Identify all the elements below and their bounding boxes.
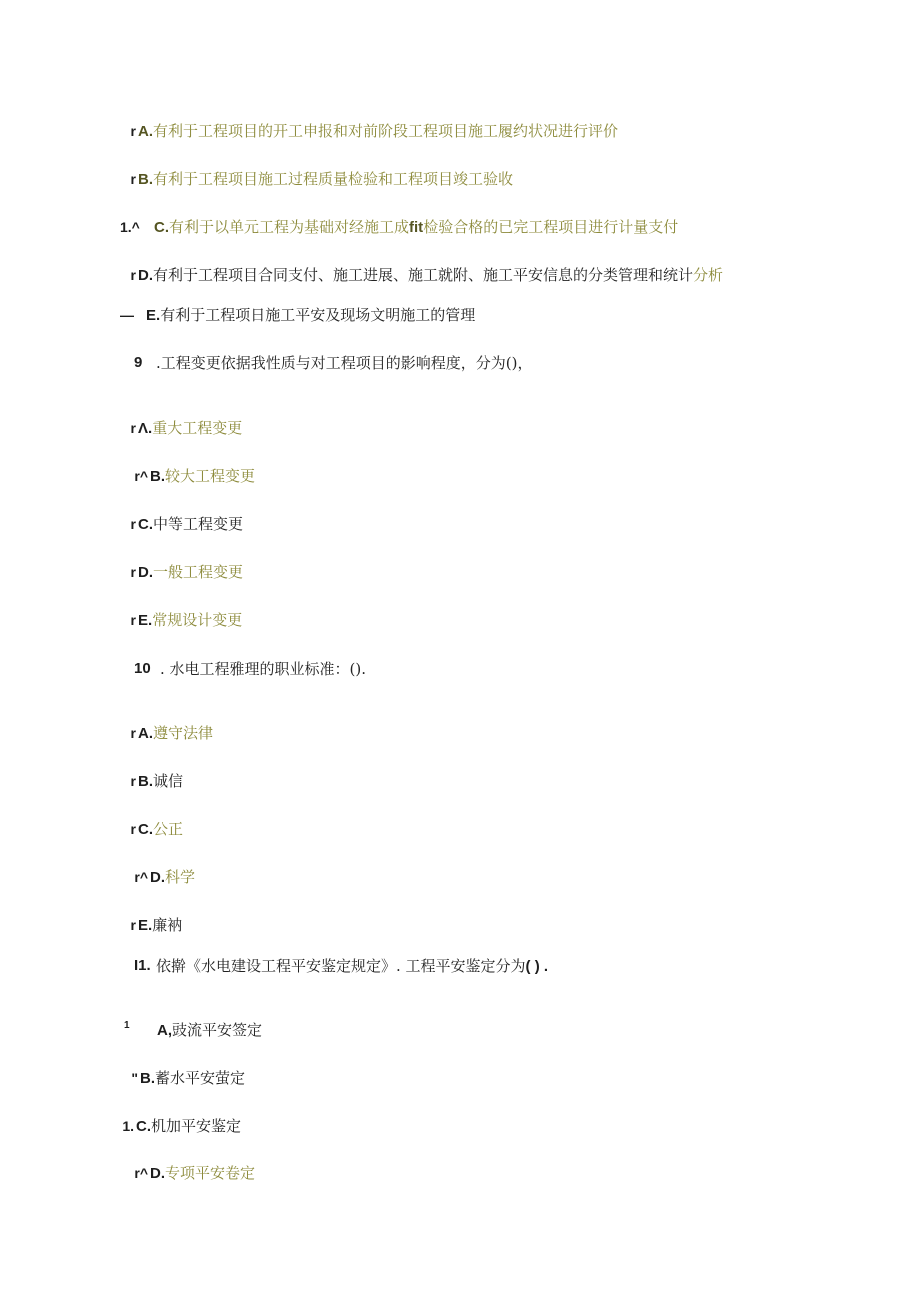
option-marker: r^ bbox=[134, 1165, 148, 1181]
option-text: 重大工程变更 bbox=[152, 419, 243, 437]
option-marker: r^ bbox=[134, 869, 148, 885]
option-text: 检验合格的已完工程项目进行计量支付 bbox=[423, 218, 679, 236]
option-text: 诚信 bbox=[153, 772, 184, 790]
option-letter: B. bbox=[138, 773, 153, 790]
option-text: 一般工程变更 bbox=[153, 563, 244, 581]
question-number: 10 bbox=[134, 660, 151, 677]
option-text-tail: 分析 bbox=[693, 266, 724, 284]
option-text: 专项平安卷定 bbox=[165, 1164, 256, 1182]
option-text: 公正 bbox=[153, 820, 184, 838]
option-text: 豉流平安签定 bbox=[172, 1021, 263, 1039]
option-letter: C. bbox=[154, 219, 169, 236]
option-marker: r bbox=[130, 612, 136, 628]
question-number: 9 bbox=[134, 354, 143, 371]
option-text: 有利于工程项日施工平安及现场文明施工的管理 bbox=[160, 306, 476, 324]
option-letter: C. bbox=[138, 516, 153, 533]
question-number: I1. bbox=[134, 957, 151, 974]
option-letter: D. bbox=[138, 267, 153, 284]
option-marker: r bbox=[130, 725, 136, 741]
option-letter: A. bbox=[138, 725, 153, 742]
option-text: 科学 bbox=[165, 868, 196, 886]
option-text: 遵守法律 bbox=[153, 724, 214, 742]
question-text: .工程变更依据我性质与对工程项目的影响程度，分为()， bbox=[156, 354, 533, 372]
option-marker: 1 bbox=[124, 1020, 130, 1031]
option-letter: D. bbox=[138, 564, 153, 581]
option-letter: E. bbox=[138, 917, 153, 934]
option-letter: D. bbox=[150, 1165, 165, 1182]
option-text: 较大工程变更 bbox=[165, 467, 256, 485]
option-text: 有利于工程项目施工过程质量检验和工程项目竣工验收 bbox=[153, 170, 514, 188]
option-marker: 1.^ bbox=[120, 219, 140, 235]
option-letter: B. bbox=[140, 1070, 155, 1087]
option-letter: B. bbox=[150, 468, 165, 485]
option-letter: A. bbox=[138, 123, 153, 140]
option-marker: r bbox=[130, 516, 136, 532]
option-text: 有利于以单元工程为基础对经施工成 bbox=[169, 218, 410, 236]
option-text: 有利于工程项目的开工申报和对前阶段工程项目施工履约状况进行评价 bbox=[153, 122, 619, 140]
option-marker: r bbox=[130, 267, 136, 283]
option-text: 机加平安鉴定 bbox=[151, 1117, 242, 1135]
option-marker: r bbox=[130, 917, 136, 933]
option-letter: C. bbox=[138, 821, 153, 838]
option-marker: r bbox=[130, 420, 136, 436]
question-text: . 水电工程雅理的职业标准：(). bbox=[160, 660, 367, 678]
option-text-bold: fit bbox=[409, 219, 424, 236]
option-marker: r bbox=[130, 773, 136, 789]
option-text: 廉衲 bbox=[152, 916, 183, 934]
option-letter: Λ. bbox=[138, 420, 153, 437]
question-text: 依擀《水电建设工程平安鉴定规定》. 工程平安鉴定分为 bbox=[156, 957, 526, 975]
option-letter: E. bbox=[146, 307, 161, 324]
option-text: 蓄水平安萤定 bbox=[155, 1069, 246, 1087]
option-text: 有利于工程项目合同支付、施工进展、施工就附、施工平安信息的分类管理和统计 bbox=[153, 266, 694, 284]
answer-blank: ( ) . bbox=[525, 958, 549, 975]
option-marker: r bbox=[130, 171, 136, 187]
option-letter: A, bbox=[157, 1022, 172, 1039]
option-marker: — bbox=[120, 307, 134, 323]
option-letter: D. bbox=[150, 869, 165, 886]
option-text: 常规设计变更 bbox=[152, 611, 243, 629]
option-marker: 1. bbox=[122, 1118, 134, 1134]
option-letter: B. bbox=[138, 171, 153, 188]
option-marker: r bbox=[130, 123, 136, 139]
option-marker: r bbox=[130, 821, 136, 837]
option-marker: " bbox=[131, 1070, 138, 1086]
option-letter: E. bbox=[138, 612, 153, 629]
option-letter: C. bbox=[136, 1118, 151, 1135]
option-marker: r^ bbox=[134, 468, 148, 484]
option-marker: r bbox=[130, 564, 136, 580]
option-text: 中等工程变更 bbox=[153, 515, 244, 533]
